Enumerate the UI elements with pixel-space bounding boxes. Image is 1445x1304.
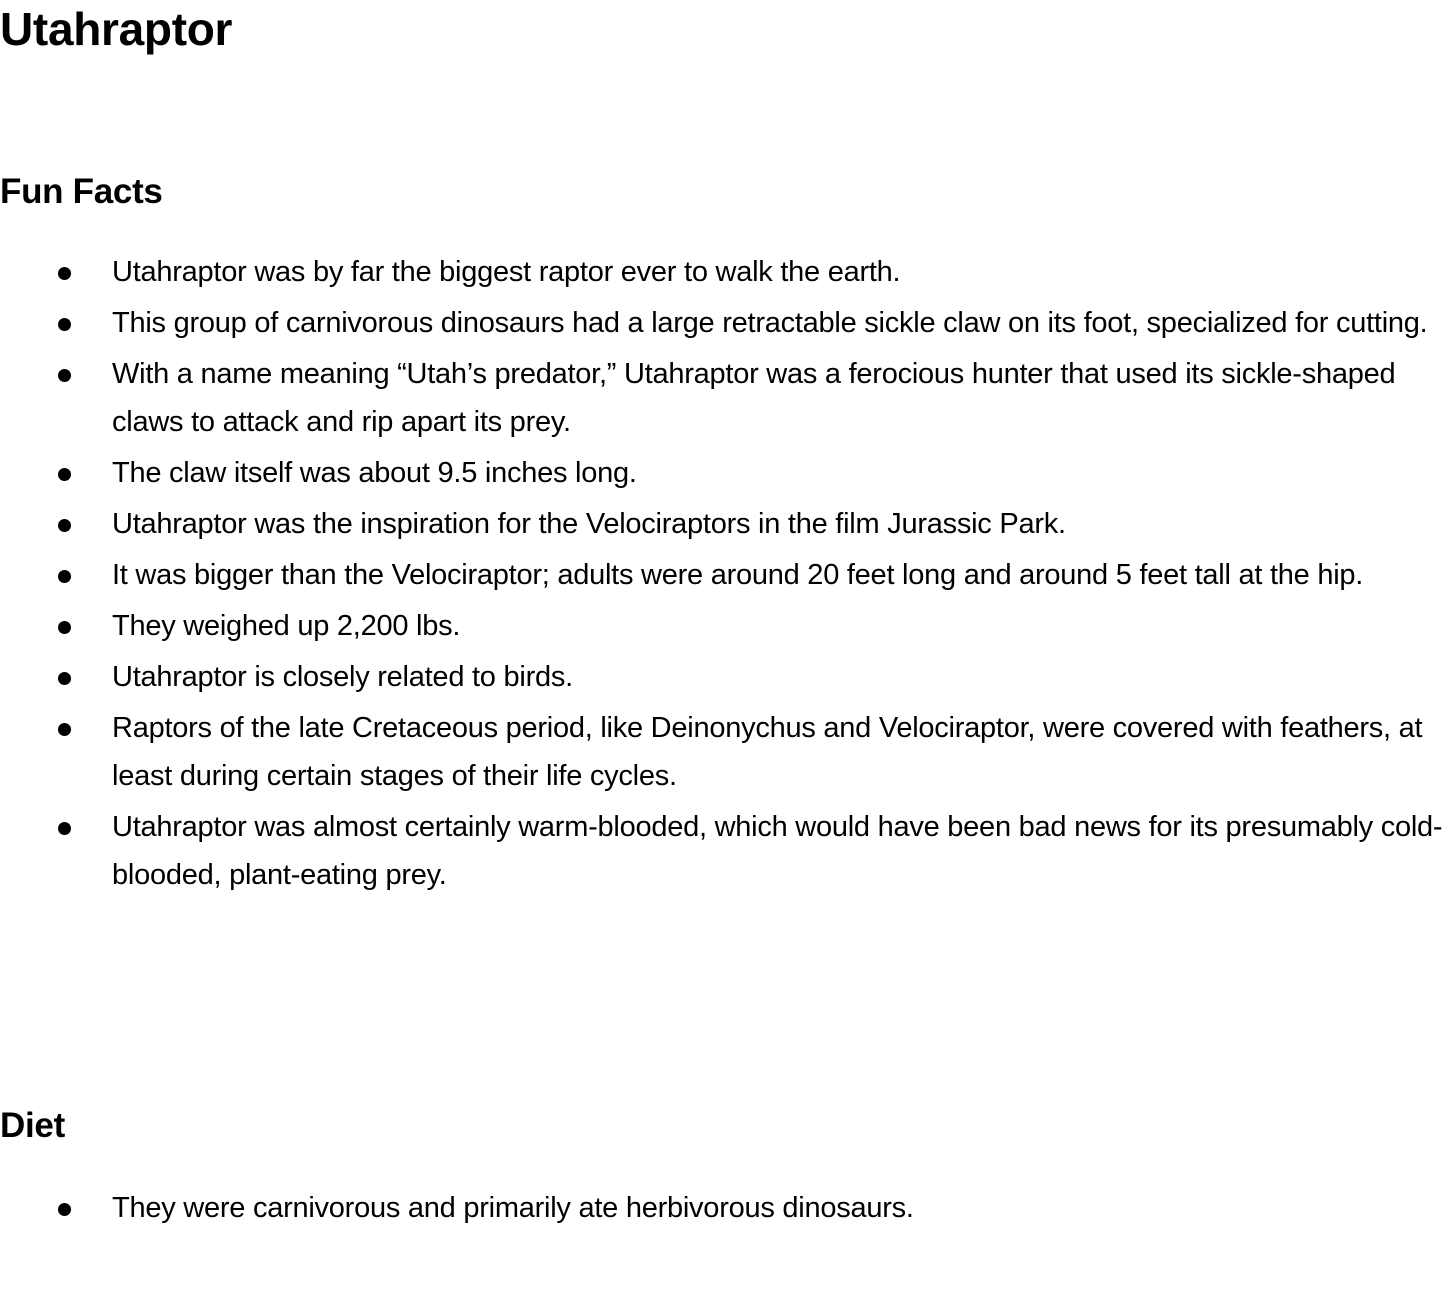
fun-fact-item	[0, 704, 1445, 800]
bullet-icon	[58, 318, 71, 331]
fun-fact-item	[0, 803, 1445, 899]
fun-facts-heading: Fun Facts	[0, 172, 163, 211]
fun-fact-text: They weighed up 2,200 lbs.	[112, 610, 461, 642]
fun-fact-text: Raptors of the late Cretaceous period, like Deinonychus and Velociraptor, were covered with feathers, at least during certain stages of their life cycles.	[112, 712, 1423, 792]
fun-fact-item	[0, 248, 1445, 296]
page-title: Utahraptor	[0, 3, 233, 55]
fun-fact-item	[0, 551, 1445, 599]
diet-text: They were carnivorous and primarily ate herbivorous dinosaurs.	[112, 1192, 914, 1224]
fun-facts-list	[0, 248, 1445, 902]
bullet-icon	[58, 519, 71, 532]
bullet-icon	[58, 369, 71, 382]
bullet-icon	[58, 723, 71, 736]
bullet-icon	[58, 1203, 71, 1216]
fun-fact-text: Utahraptor was almost certainly warm-blooded, which would have been bad news for its presumably cold-blooded, plant-eating prey.	[112, 811, 1443, 891]
bullet-icon	[58, 267, 71, 280]
bullet-icon	[58, 570, 71, 583]
diet-item	[0, 1184, 1445, 1232]
fun-fact-item	[0, 653, 1445, 701]
diet-heading: Diet	[0, 1106, 65, 1145]
fun-fact-text: Utahraptor is closely related to birds.	[112, 661, 573, 693]
fun-fact-text: This group of carnivorous dinosaurs had a large retractable sickle claw on its foot, specialized for cutting.	[112, 307, 1428, 339]
bullet-icon	[58, 621, 71, 634]
bullet-icon	[58, 672, 71, 685]
fun-fact-item	[0, 449, 1445, 497]
fun-fact-item	[0, 500, 1445, 548]
diet-list	[0, 1184, 1445, 1235]
fun-fact-item	[0, 602, 1445, 650]
fun-fact-text: With a name meaning “Utah’s predator,” Utahraptor was a ferocious hunter that used its sickle-shaped claws to attack and rip apart its prey.	[112, 358, 1396, 438]
fun-fact-text: Utahraptor was by far the biggest raptor ever to walk the earth.	[112, 256, 901, 288]
fun-fact-text: It was bigger than the Velociraptor; adults were around 20 feet long and around 5 feet tall at the hip.	[112, 559, 1364, 591]
bullet-icon	[58, 822, 71, 835]
fun-fact-item	[0, 299, 1445, 347]
fun-fact-text: The claw itself was about 9.5 inches long.	[112, 457, 637, 489]
fun-fact-item	[0, 350, 1445, 446]
bullet-icon	[58, 468, 71, 481]
fun-fact-text: Utahraptor was the inspiration for the Velociraptors in the film Jurassic Park.	[112, 508, 1066, 540]
